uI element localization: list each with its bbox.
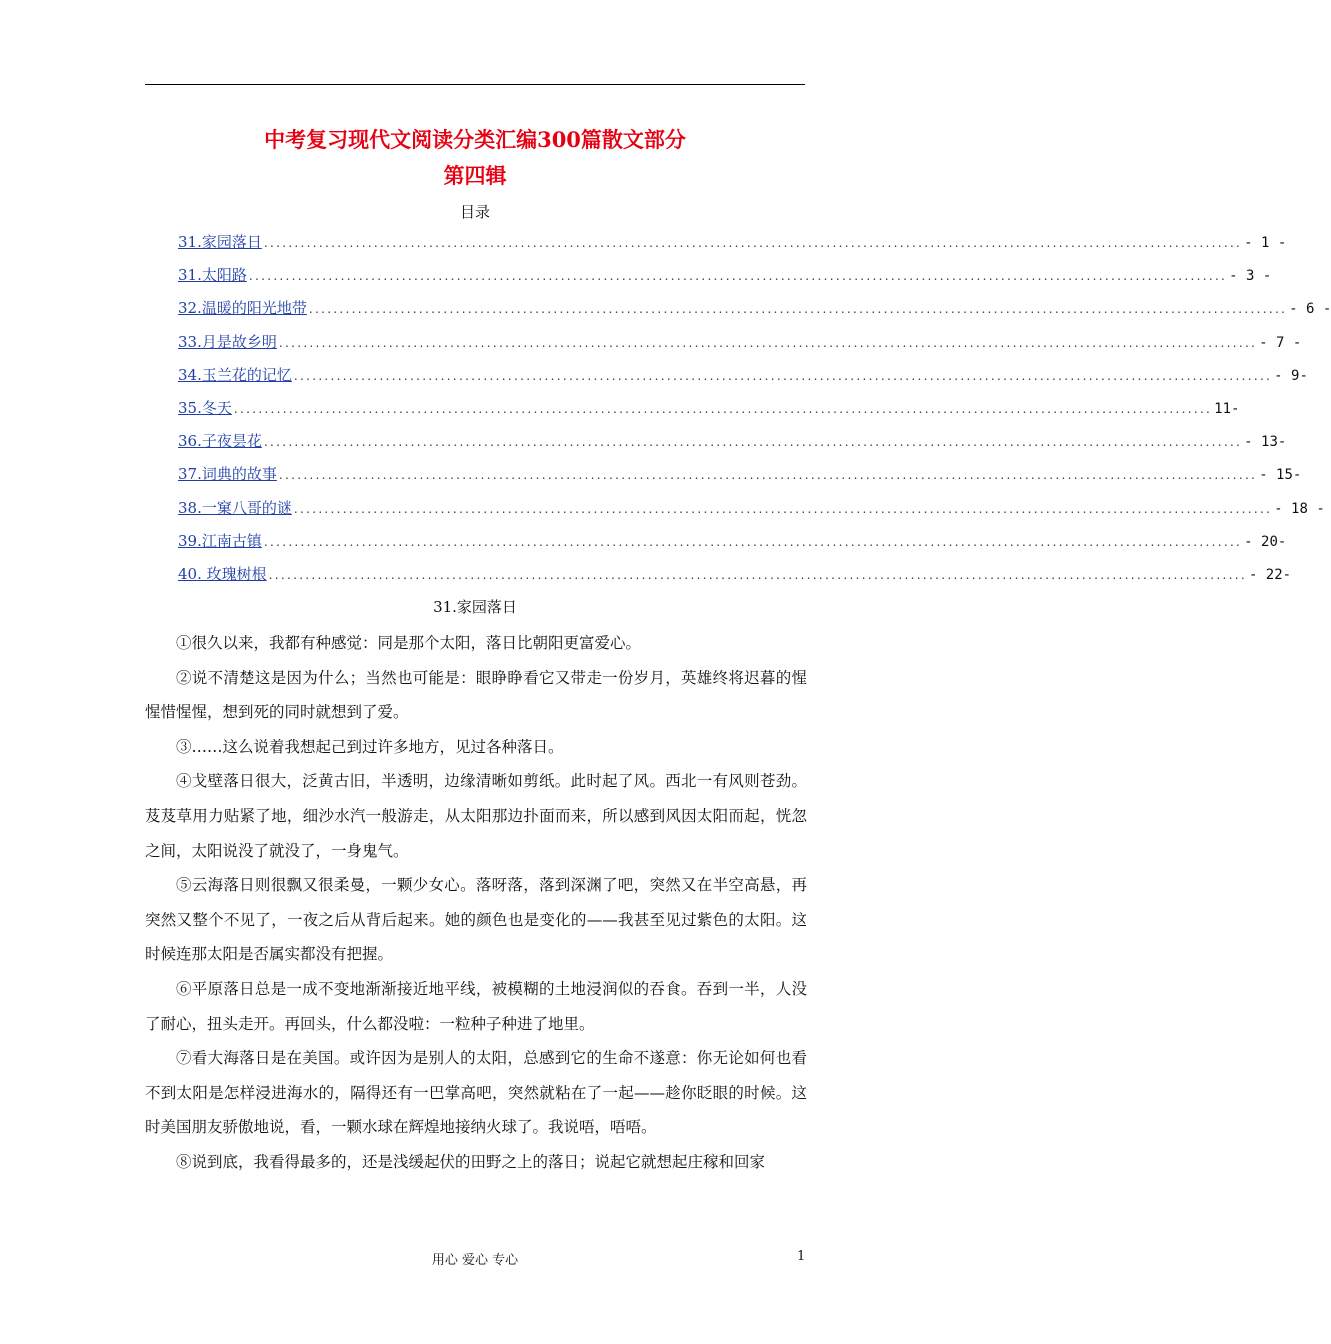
toc-link[interactable]: 31.家园落日 <box>178 233 262 251</box>
toc-link[interactable]: 36.子夜昙花 <box>178 432 262 451</box>
toc-item <box>178 396 1240 429</box>
footer-slogan: 用心 爱心 专心 <box>431 1253 519 1268</box>
toc-leader: ................................................................................................................................................................ <box>263 236 1243 250</box>
toc-page-number: - 9- <box>1274 367 1308 384</box>
toc-leader: ................................................................................................................................................................ <box>263 435 1243 450</box>
toc-link[interactable]: 33.月是故乡明 <box>178 332 277 351</box>
paragraph: ⑤云海落日则很飘又很柔曼，一颗少女心。落呀落，落到深渊了吧，突然又在半空高悬，再突然又整个不见了，一夜之后从背后起来。她的颜色也是变化的——我甚至见过紫色的太阳。这时候连那太阳是否属实都没有把握。 <box>145 876 807 964</box>
toc-item <box>178 296 1331 329</box>
toc-page-number: - 3 - <box>1229 268 1272 285</box>
toc-link[interactable]: 34.玉兰花的记忆 <box>178 365 292 384</box>
toc-page-number: - 15- <box>1259 467 1302 484</box>
toc-item <box>178 496 1325 529</box>
paragraph: ⑥平原落日总是一成不变地渐渐接近地平线，被模糊的土地浸润似的吞食。吞到一半，人没了耐心，扭头走开。再回头，什么都没啦：一粒种子种进了地里。 <box>145 979 807 1033</box>
article-body <box>145 626 807 1180</box>
table-of-contents <box>178 230 1331 595</box>
toc-item <box>178 529 1287 562</box>
toc-page-number: - 18 - <box>1274 500 1325 517</box>
toc-leader: ................................................................................................................................................................ <box>278 335 1258 350</box>
toc-page-number: 11- <box>1214 400 1240 417</box>
toc-heading: 目录 <box>459 203 490 221</box>
toc-item <box>178 330 1302 363</box>
toc-page-number: - 1 - <box>1244 235 1287 251</box>
toc-item <box>178 429 1287 462</box>
document-subtitle: 第四辑 <box>443 163 507 188</box>
toc-leader: ................................................................................................................................................................ <box>248 269 1228 284</box>
page-number: 1 <box>797 1249 806 1264</box>
toc-leader: ................................................................................................................................................................ <box>278 468 1258 483</box>
toc-item <box>178 230 1287 263</box>
toc-link[interactable]: 35.冬天 <box>178 398 232 417</box>
paragraph: ⑧说到底，我看得最多的，还是浅缓起伏的田野之上的落日；说起它就想起庄稼和回家 <box>176 1152 766 1171</box>
toc-leader: ................................................................................................................................................................ <box>233 401 1213 416</box>
header-rule <box>145 84 805 85</box>
paragraph: ⑦看大海落日是在美国。或许因为是别人的太阳，总感到它的生命不遂意：你无论如何也看不到太阳是怎样浸进海水的，隔得还有一巴掌高吧，突然就粘在了一起——趁你眨眼的时候。这时美国朋友骄傲地说，看，一颗水球在辉煌地接纳火球了。我说唔，唔唔。 <box>145 1049 807 1137</box>
toc-link[interactable]: 32.温暖的阳光地带 <box>178 299 307 318</box>
toc-page-number: - 20- <box>1244 533 1287 550</box>
toc-leader: ................................................................................................................................................................ <box>293 368 1273 383</box>
toc-page-number: - 6 - <box>1289 301 1331 318</box>
toc-link[interactable]: 31.太阳路 <box>178 266 247 285</box>
toc-link[interactable]: 40. 玫瑰树根 <box>178 564 267 583</box>
toc-item <box>178 462 1302 495</box>
toc-page-number: - 13- <box>1244 434 1287 451</box>
article-title: 31.家园落日 <box>433 598 517 616</box>
toc-link[interactable]: 38.一窠八哥的谜 <box>178 498 292 517</box>
toc-link[interactable]: 37.词典的故事 <box>178 465 277 484</box>
toc-leader: ................................................................................................................................................................ <box>293 501 1273 516</box>
paragraph: ④戈壁落日很大，泛黄古旧，半透明，边缘清晰如剪纸。此时起了风。西北一有风则苍劲。芨芨草用力贴紧了地，细沙水汽一般游走，从太阳那边扑面而来，所以感到风因太阳而起，恍忽之间，太阳说没了就没了，一身鬼气。 <box>145 772 807 860</box>
toc-leader: ................................................................................................................................................................ <box>308 302 1288 317</box>
paragraph: ③……这么说着我想起己到过许多地方，见过各种落日。 <box>176 737 564 756</box>
paragraph: ②说不清楚这是因为什么；当然也可能是：眼睁睁看它又带走一份岁月，英雄终将迟暮的惺惺惜惺惺，想到死的同时就想到了爱。 <box>145 668 807 722</box>
toc-leader: ................................................................................................................................................................ <box>263 534 1243 549</box>
toc-leader: ................................................................................................................................................................ <box>268 567 1247 582</box>
toc-item <box>178 562 1292 595</box>
toc-page-number: - 22- <box>1248 566 1292 583</box>
toc-item <box>178 363 1308 396</box>
toc-link[interactable]: 39.江南古镇 <box>178 531 262 550</box>
toc-page-number: - 7 - <box>1259 334 1302 351</box>
toc-item <box>178 263 1272 296</box>
paragraph: ①很久以来，我都有种感觉：同是那个太阳，落日比朝阳更富爱心。 <box>176 634 642 652</box>
document-title: 中考复习现代文阅读分类汇编300篇散文部分 <box>264 127 686 152</box>
